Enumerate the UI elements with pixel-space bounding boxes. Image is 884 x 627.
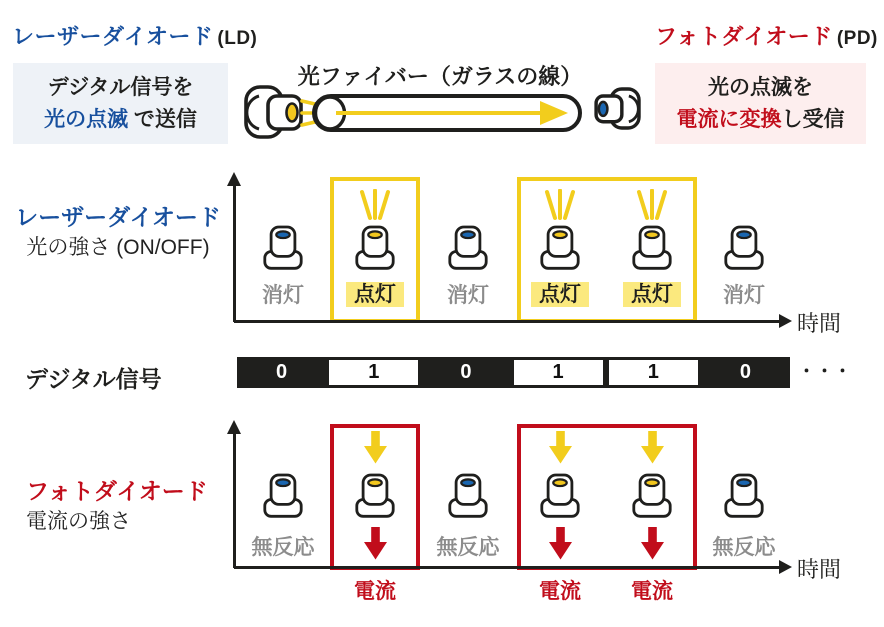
photodiode-off-icon	[447, 472, 489, 520]
light-in-arrow-icon	[363, 431, 388, 464]
light-in-arrow-icon	[640, 431, 665, 464]
photodiode-off-icon	[723, 472, 765, 520]
transmit-line2: 光の点滅 で送信	[44, 107, 197, 131]
laser-diode-heading	[12, 20, 257, 51]
current-label: 電流	[539, 580, 581, 603]
pd-x-axis	[234, 566, 780, 569]
light-rays-icon	[632, 189, 672, 222]
light-rays-icon	[355, 189, 395, 222]
current-label: 電流	[354, 580, 396, 603]
signal-bit-1: 1	[326, 357, 421, 388]
signal-bit-1: 1	[606, 357, 701, 388]
pd-y-axis-arrow-icon	[227, 420, 241, 434]
fiber-label: 光ファイバー（ガラスの線）	[297, 64, 583, 89]
pd-chart-title: フォトダイオード	[26, 478, 208, 504]
laser-diode-off-icon	[723, 224, 765, 272]
transmit-line1: デジタル信号を	[47, 75, 194, 99]
signal-bit-0: 0	[237, 357, 326, 388]
photodiode-heading	[655, 20, 878, 51]
current-label: 電流	[631, 580, 673, 603]
laser-diode-on-icon	[631, 224, 673, 272]
signal-bit-1: 1	[511, 357, 606, 388]
no-reaction-label: 無反応	[436, 536, 500, 559]
current-out-arrow-icon	[548, 527, 573, 560]
ld-y-axis-arrow-icon	[227, 172, 241, 186]
receive-line2: 電流に変換し受信	[676, 107, 845, 131]
state-label-off: 消灯	[262, 284, 304, 307]
current-out-arrow-icon	[363, 527, 388, 560]
no-reaction-label: 無反応	[712, 536, 776, 559]
optical-fiber-graphic	[240, 80, 650, 150]
photodiode-off-icon	[262, 472, 304, 520]
pd-chart-subtitle: 電流の強さ	[26, 510, 131, 533]
transmit-info-box	[13, 63, 228, 144]
receive-line1: 光の点滅を	[708, 75, 813, 99]
ld-y-axis	[233, 186, 236, 322]
signal-bit-0: 0	[701, 357, 790, 388]
laser-diode-heading-suffix: (LD)	[217, 28, 258, 49]
pd-time-label: 時間	[797, 557, 842, 582]
signal-ellipsis: ・・・	[798, 362, 852, 381]
laser-diode-on-icon	[539, 224, 581, 272]
pd-x-axis-arrow-icon	[779, 560, 792, 574]
receive-info-box	[655, 63, 866, 144]
no-reaction-label: 無反応	[251, 536, 315, 559]
state-label-off: 消灯	[723, 284, 765, 307]
photodiode-on-icon	[354, 472, 396, 520]
photodiode-device-icon	[596, 89, 639, 128]
digital-signal-bar	[237, 357, 790, 388]
photodiode-on-icon	[631, 472, 673, 520]
signal-bit-0: 0	[421, 357, 510, 388]
ld-chart-title: レーザーダイオード	[15, 204, 221, 230]
light-rays-icon	[540, 189, 580, 222]
photodiode-heading-text: フォトダイオード	[655, 24, 833, 49]
laser-diode-on-icon	[354, 224, 396, 272]
ld-chart-subtitle: 光の強さ (ON/OFF)	[26, 236, 210, 259]
ld-time-label: 時間	[797, 311, 842, 336]
photodiode-heading-suffix: (PD)	[836, 28, 878, 49]
ld-x-axis	[234, 320, 780, 323]
state-label-on: 点灯	[330, 278, 420, 308]
laser-diode-device-icon	[246, 87, 301, 137]
laser-diode-heading-text: レーザーダイオード	[12, 24, 214, 49]
pd-y-axis	[233, 434, 236, 568]
laser-diode-off-icon	[447, 224, 489, 272]
laser-diode-off-icon	[262, 224, 304, 272]
state-label-on: 点灯	[515, 278, 605, 308]
light-in-arrow-icon	[548, 431, 573, 464]
state-label-on: 点灯	[607, 278, 697, 308]
current-out-arrow-icon	[640, 527, 665, 560]
state-label-off: 消灯	[447, 284, 489, 307]
ld-x-axis-arrow-icon	[779, 314, 792, 328]
photodiode-on-icon	[539, 472, 581, 520]
digital-signal-label: デジタル信号	[25, 366, 162, 392]
